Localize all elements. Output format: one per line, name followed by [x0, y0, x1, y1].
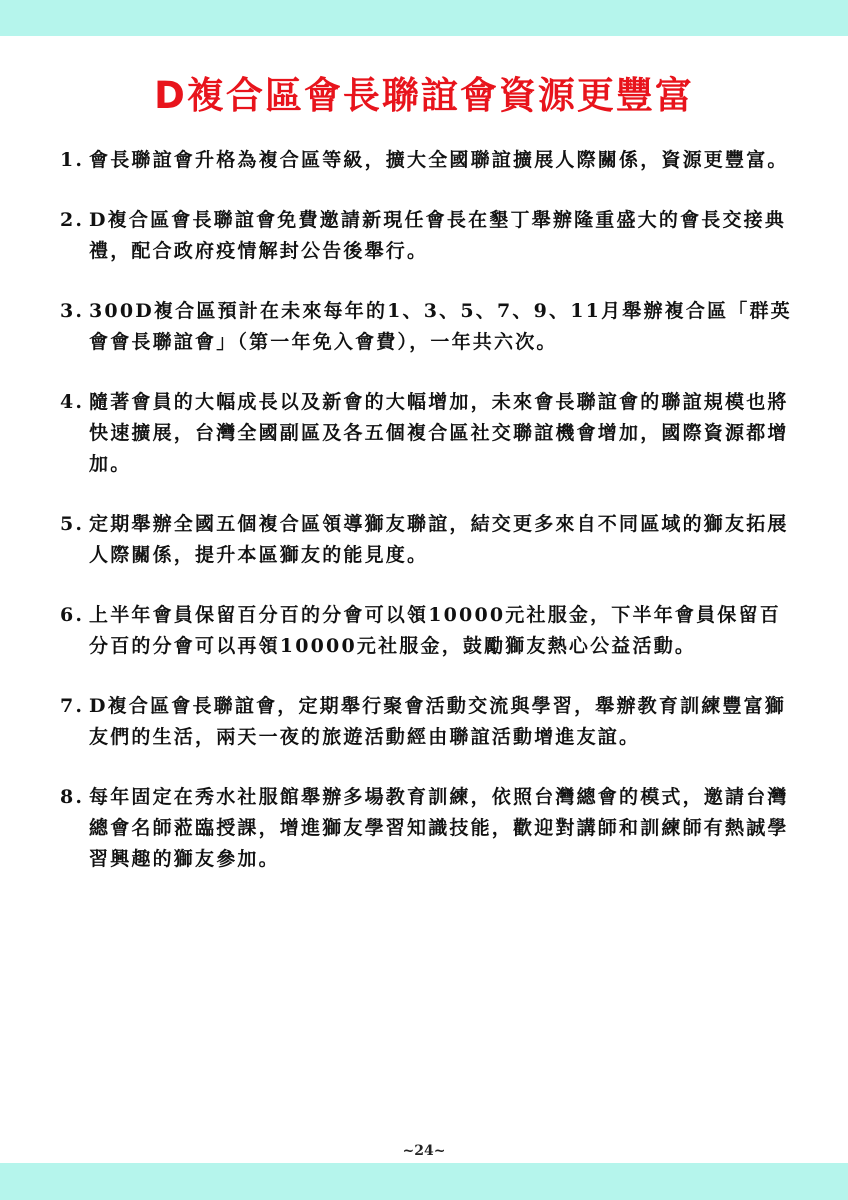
item-text: D複合區會長聯誼會，定期舉行聚會活動交流與學習，舉辦教育訓練豐富獅友們的生活，兩天一夜的旅遊活動經由聯誼活動增進友誼。	[89, 695, 787, 748]
list-item-8	[60, 782, 800, 875]
item-number: 4.	[60, 391, 85, 413]
item-number: 2.	[60, 209, 85, 231]
item-number: 8.	[60, 786, 85, 808]
list-item-5	[60, 509, 800, 571]
benefit-list	[60, 145, 800, 904]
item-text: 300D複合區預計在未來每年的1、3、5、7、9、11月舉辦複合區「群英會會長聯誼會」（第一年免入會費），一年共六次。	[89, 300, 792, 353]
item-number: 6.	[60, 604, 85, 626]
item-text: 每年固定在秀水社服館舉辦多場教育訓練，依照台灣總會的模式，邀請台灣總會名師蒞臨授課，增進獅友學習知識技能，歡迎對講師和訓練師有熱誠學習興趣的獅友參加。	[89, 786, 789, 870]
list-item-3	[60, 296, 800, 358]
item-number: 3.	[60, 300, 85, 322]
item-number: 5.	[60, 513, 85, 535]
item-number: 1.	[60, 149, 85, 171]
list-item-2	[60, 205, 800, 267]
list-item-7	[60, 691, 800, 753]
item-text: 隨著會員的大幅成長以及新會的大幅增加，未來會長聯誼會的聯誼規模也將快速擴展，台灣全國副區及各五個複合區社交聯誼機會增加，國際資源都增加。	[89, 391, 789, 475]
page-title: D複合區會長聯誼會資源更豐富	[154, 74, 694, 117]
item-text: 上半年會員保留百分百的分會可以領10000元社服金，下半年會員保留百分百的分會可以再領10000元社服金，鼓勵獅友熱心公益活動。	[89, 604, 781, 657]
page-number: ~24~	[402, 1143, 446, 1159]
item-text: 定期舉辦全國五個複合區領導獅友聯誼，結交更多來自不同區域的獅友拓展人際關係，提升本區獅友的能見度。	[89, 513, 789, 566]
item-number: 7.	[60, 695, 85, 717]
top-color-band	[0, 0, 848, 36]
list-item-1	[60, 145, 800, 176]
list-item-6	[60, 600, 800, 662]
item-text: 會長聯誼會升格為複合區等級，擴大全國聯誼擴展人際關係，資源更豐富。	[89, 149, 789, 171]
list-item-4	[60, 387, 800, 480]
bottom-color-band	[0, 1163, 848, 1200]
item-text: D複合區會長聯誼會免費邀請新現任會長在墾丁舉辦隆重盛大的會長交接典禮，配合政府疫情解封公告後舉行。	[89, 209, 787, 262]
